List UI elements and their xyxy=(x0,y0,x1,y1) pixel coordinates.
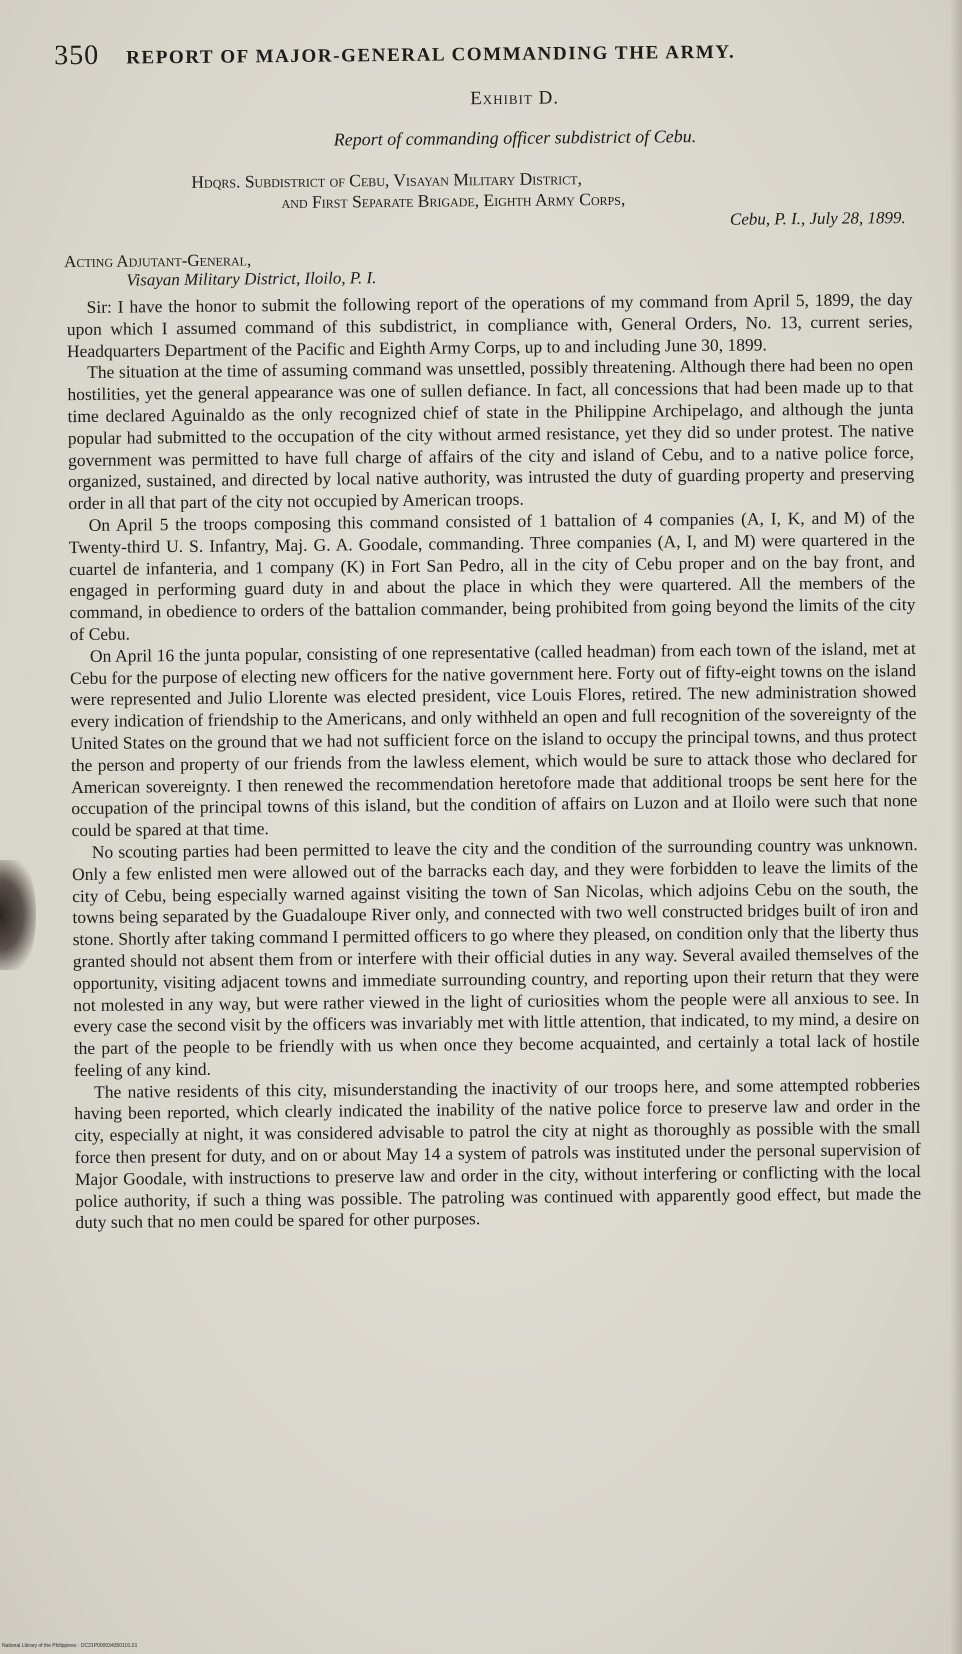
page-number: 350 xyxy=(54,39,100,72)
headquarters-line-1: Hdqrs. Subdistrict of Cebu, Visayan Military District, xyxy=(191,168,583,192)
addressee-title: Acting Adjutant-General, xyxy=(64,250,252,272)
paragraph: Sir: I have the honor to submit the following report of the operations of my command from April 5, 1899, the day upon which I assumed command of this subdistrict, in compliance with, General Orders, No. 13, current series, Headquarters Department of the Pacific and Eighth Army Corps, up to and including June 30, 1899. xyxy=(66,289,913,361)
binding-shadow xyxy=(0,860,36,970)
paragraph: The native residents of this city, misunderstanding the inactivity of our troops here, and some attempted robberies having been reported, which clearly indicated the inability of the native police force to preserve law and order in the city, especially at night, it was considered advisable to patrol the city at night as thoroughly as possible with the small force then present for duty, and on or about May 14 a system of patrols was instituted under the personal supervision of Major Goodale, with instructions to preserve law and order in the city, without interfering or conflicting with the local police authority, if such a thing was possible. The patroling was continued with apparently good effect, but made the duty such that no men could be spared for other purposes. xyxy=(74,1073,922,1233)
headquarters-line-2: and First Separate Brigade, Eighth Army Corps, xyxy=(281,188,626,213)
library-credit: National Library of the Philippines · DC21P000034350101.01 xyxy=(2,1643,138,1649)
paragraph: No scouting parties had been permitted to leave the city and the condition of the surrounding country was unknown. Only a few enlisted men were allowed out of the barracks each day, and they were forbidden to leave the limits of the city of Cebu, being especially warned against visiting the town of San Nicolas, which adjoins Cebu on the south, the towns being separated by the Guadaloupe River only, and connected with two well constructed bridges built of iron and stone. Shortly after taking command I permitted officers to go where they pleased, on condition only that the liberty thus granted should not absent them from or interfere with their official duties in any way. Several availed themselves of the opportunity, visiting adjacent towns and immediate surrounding country, and reporting upon their return that they were not molested in any way, but were rather viewed in the light of curiosities whom the people were all anxious to see. In every case the second visit by the officers was invariably met with little attention, that indicated, to my mind, a desire on the part of the people to be friendly with us when once they become acquainted, and certainly a total lack of hostile feeling of any kind. xyxy=(71,833,920,1080)
page-content xyxy=(54,32,922,1234)
paragraph: On April 16 the junta popular, consisting of one representative (called headman) from each town of the island, met at Cebu for the purpose of electing new officers for the native government here. Forty out of fifty-eight towns on the island were represented and Julio Llorente was elected president, vice Louis Flores, retired. The new administration showed every indication of friendship to the Americans, and only withheld an open and full recognition of the sovereignty of the United States on the ground that we had not sufficient force on the island to occupy the principal towns, and thus protect the person and property of our friends from the lawless element, which would be sure to attack those who declared for American sovereignty. I then renewed the recommendation heretofore made that additional troops be sent here for the occupation of the principal towns of this island, but the condition of affairs on Luzon and at Iloilo were such that none could be spared at that time. xyxy=(70,637,918,841)
running-head xyxy=(54,32,910,84)
exhibit-label: Exhibit D. xyxy=(470,87,560,110)
running-title: REPORT OF MAJOR-GENERAL COMMANDING THE ARMY. xyxy=(126,41,736,69)
dateline: Cebu, P. I., July 28, 1899. xyxy=(729,208,906,229)
headquarters-block xyxy=(191,165,911,214)
paragraph: On April 5 the troops composing this command consisted of 1 battalion of 4 companies (A, I, K, and M) of the Twenty-third U. S. Infantry, Maj. G. A. Goodale, commanding. Three companies (A, I, and M) were quartered in the cuartel de infanteria, and 1 company (K) in Fort San Pedro, all in the city of Cebu proper and on the bay front, and engaged in performing guard duty in and about the place in which they were quartered. All the members of the command, in obedience to orders of the battalion commander, being prohibited from going beyond the limits of the city of Cebu. xyxy=(68,506,916,645)
paragraph: The situation at the time of assuming command was unsettled, possibly threatening. Although there had been no open hostilities, yet the general appearance was one of sullen defiance. In fact, all concessions that had been made up to that time declared Aguinaldo as the only recognized chief of state in the Philippine Archipelago, and although the junta popular had submitted to the occupation of the city without armed resistance, yet they did so under protest. The native government was permitted to have full charge of affairs of the city and island of Cebu, and to a native police force, organized, sustained, and directed by local native authority, was intrusted the duty of guarding property and preserving order in all that part of the city not occupied by American troops. xyxy=(67,354,915,514)
addressee-location: Visayan Military District, Iloilo, P. I. xyxy=(126,268,377,290)
report-title: Report of commanding officer subdistrict of Cebu. xyxy=(333,126,697,150)
page-edge-shading xyxy=(950,0,962,1654)
report-body xyxy=(66,289,921,1234)
